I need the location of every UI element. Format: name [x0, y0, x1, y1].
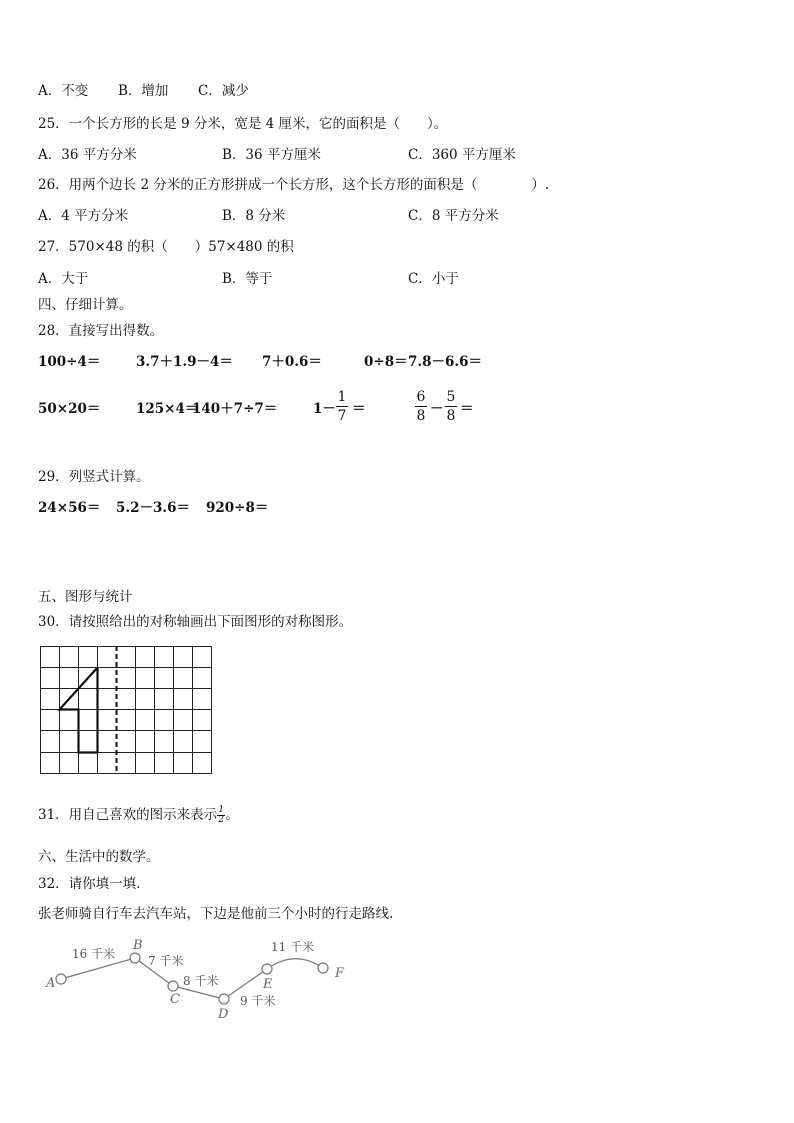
- q26-stem: 26．用两个边长 2 分米的正方形拼成一个长方形，这个长方形的面积是（ ）.: [38, 177, 550, 193]
- q28-item: 7＋0.6＝: [262, 354, 322, 370]
- point-f: [318, 963, 328, 973]
- q28-item: 140＋7÷7＝: [192, 401, 278, 417]
- symmetry-grid: [40, 646, 214, 776]
- q24-option-c[interactable]: C．减少: [198, 83, 249, 99]
- numerator: 1: [218, 805, 225, 815]
- q31-end: 。: [225, 807, 239, 823]
- label-b: B: [133, 938, 143, 953]
- q27-option-a[interactable]: A．大于: [38, 271, 89, 287]
- q26-option-a[interactable]: A．4 平方分米: [38, 208, 129, 224]
- q28-stem: 28．直接写出得数。: [38, 323, 164, 339]
- label-a: A: [46, 976, 56, 991]
- fraction-bar: [415, 406, 427, 407]
- section-6-title: 六、生活中的数学。: [38, 849, 160, 865]
- q28-frac1-fraction: [336, 389, 348, 424]
- q27-stem: 27．570×48 的积（ ）57×480 的积: [38, 239, 294, 255]
- q25-option-c[interactable]: C．360 平方厘米: [408, 147, 516, 163]
- point-c: [168, 981, 178, 991]
- label-c: C: [170, 992, 180, 1007]
- fraction-bar: [336, 406, 348, 407]
- label-d: D: [218, 1007, 229, 1022]
- q32-description: 张老师骑自行车去汽车站，下边是他前三个小时的行走路线.: [38, 906, 394, 922]
- q25-option-b[interactable]: B．36 平方厘米: [222, 147, 321, 163]
- q28-frac2-second: [445, 389, 457, 424]
- q28-item: 7.8－6.6＝: [408, 354, 482, 370]
- fraction-bar: [445, 406, 457, 407]
- q31-text: 31．用自己喜欢的图示来表示: [38, 807, 218, 823]
- point-b: [130, 953, 140, 963]
- q29-stem: 29．列竖式计算。: [38, 469, 150, 485]
- q27-option-b[interactable]: B．等于: [222, 271, 273, 287]
- q28-frac2-op: －: [430, 401, 444, 417]
- q28-item: 100÷4＝: [38, 354, 101, 370]
- route-diagram: [40, 935, 370, 1030]
- numerator: 5: [446, 389, 456, 405]
- distance-ab: 16 千米: [72, 947, 116, 961]
- q26-option-c[interactable]: C．8 平方分米: [408, 208, 499, 224]
- distance-cd: 8 千米: [183, 974, 219, 988]
- q28-item: 50×20＝: [38, 401, 101, 417]
- distance-de: 9 千米: [240, 994, 276, 1008]
- q28-frac1-whole: 1－: [313, 401, 336, 417]
- label-f: F: [335, 966, 345, 981]
- denominator: 8: [446, 408, 456, 424]
- q28-item: 0÷8＝: [364, 354, 408, 370]
- q27-option-c[interactable]: C．小于: [408, 271, 459, 287]
- q24-option-b[interactable]: B．增加: [118, 83, 169, 99]
- q29-item: 24×56＝: [38, 500, 101, 516]
- q26-option-b[interactable]: B．8 分米: [222, 208, 286, 224]
- denominator: 7: [337, 408, 347, 424]
- numerator: 1: [337, 389, 347, 405]
- q30-stem: 30．请按照给出的对称轴画出下面图形的对称图形。: [38, 614, 353, 630]
- q25-option-a[interactable]: A．36 平方分米: [38, 147, 137, 163]
- q29-item: 5.2－3.6＝: [116, 500, 190, 516]
- label-e: E: [263, 977, 273, 992]
- q29-item: 920÷8＝: [206, 500, 269, 516]
- q31-fraction: [217, 806, 225, 825]
- q28-frac2-first: [415, 389, 427, 424]
- q25-stem: 25．一个长方形的长是 9 分米，宽是 4 厘米，它的面积是（ ）。: [38, 116, 448, 132]
- point-e: [262, 964, 272, 974]
- distance-bc: 7 千米: [148, 954, 184, 968]
- q28-frac2-eq: ＝: [460, 401, 474, 417]
- q28-frac1-eq: ＝: [352, 401, 366, 417]
- point-d: [219, 994, 229, 1004]
- distance-ef: 11 千米: [271, 940, 315, 954]
- section-5-title: 五、图形与统计: [38, 589, 133, 605]
- q28-item: 125×4＝: [136, 401, 199, 417]
- q31-stem: [38, 806, 239, 825]
- q32-stem: 32．请你填一填.: [38, 876, 141, 892]
- point-a: [56, 974, 66, 984]
- q28-item: 3.7＋1.9－4＝: [136, 354, 233, 370]
- denominator: 2: [218, 815, 225, 825]
- section-4-title: 四、仔细计算。: [38, 297, 133, 313]
- denominator: 8: [416, 408, 426, 424]
- q24-option-a[interactable]: A．不变: [38, 83, 89, 99]
- numerator: 6: [416, 389, 426, 405]
